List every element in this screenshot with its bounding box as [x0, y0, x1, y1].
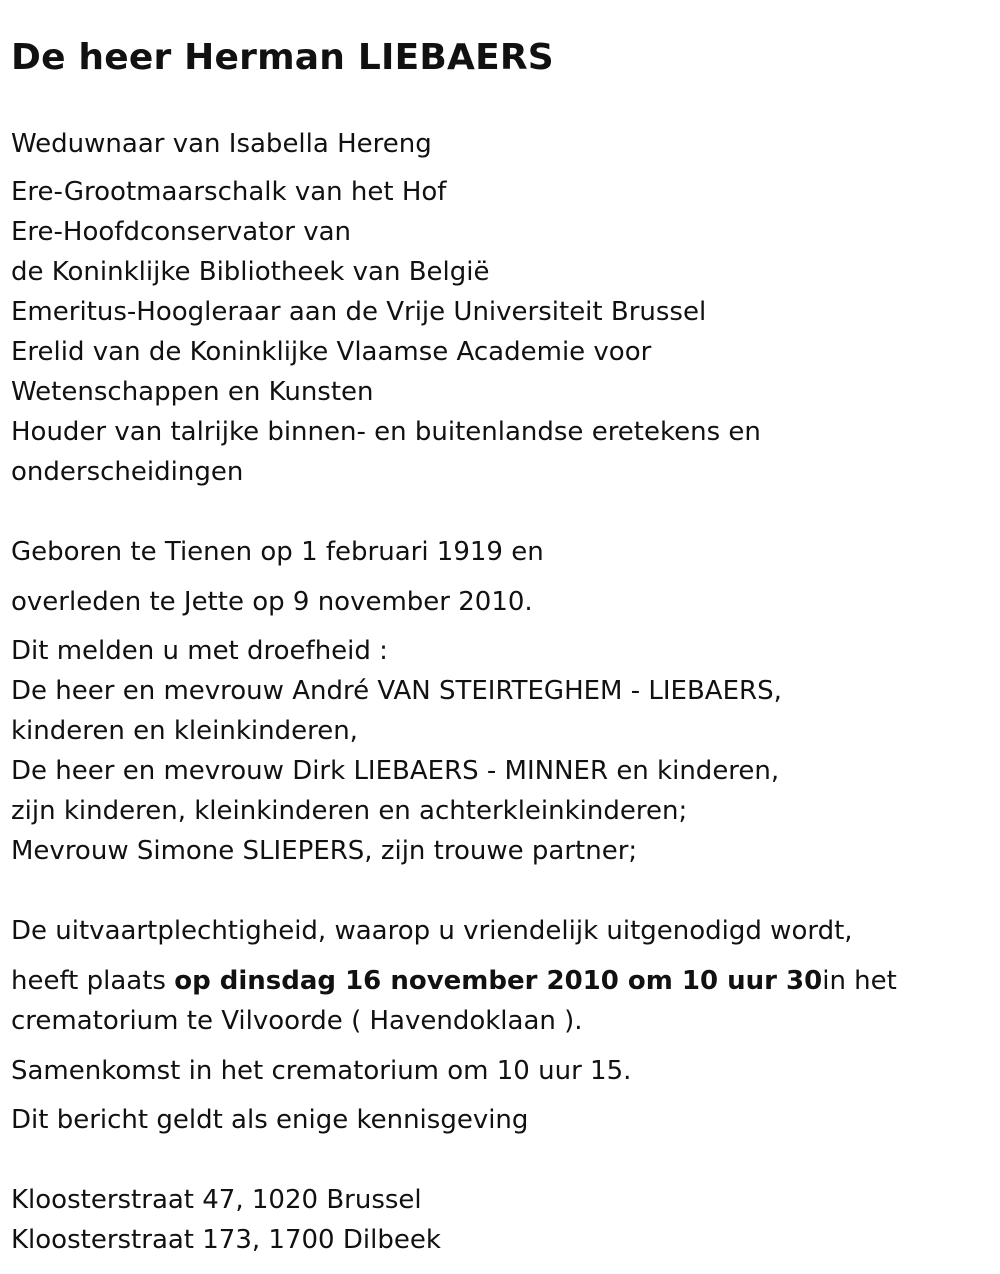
- deceased-name-title: De heer Herman LIEBAERS: [11, 37, 554, 78]
- family-line: De heer en mevrouw André VAN STEIRTEGHEM - LIEBAERS,: [11, 676, 782, 706]
- honor-line: Wetenschappen en Kunsten: [11, 377, 374, 407]
- honor-line: Ere-Grootmaarschalk van het Hof: [11, 177, 447, 207]
- honor-line: Emeritus-Hoogleraar aan de Vrije Universiteit Brussel: [11, 297, 707, 327]
- honor-line: Erelid van de Koninklijke Vlaamse Academie voor: [11, 337, 652, 367]
- notice-line: Dit bericht geldt als enige kennisgeving: [11, 1105, 529, 1135]
- honor-line: Houder van talrijke binnen- en buitenlandse eretekens en: [11, 417, 761, 447]
- announcement-line: Dit melden u met droefheid :: [11, 636, 388, 666]
- honor-line: de Koninklijke Bibliotheek van België: [11, 257, 490, 287]
- gathering-line: Samenkomst in het crematorium om 10 uur 15.: [11, 1056, 632, 1086]
- address-line: Kloosterstraat 173, 1700 Dilbeek: [11, 1225, 441, 1255]
- funeral-schedule-line: [11, 965, 897, 997]
- funeral-location-line: crematorium te Vilvoorde ( Havendoklaan ).: [11, 1006, 583, 1036]
- funeral-datetime: op dinsdag 16 november 2010 om 10 uur 30: [174, 966, 823, 996]
- funeral-invitation-line: De uitvaartplechtigheid, waarop u vriendelijk uitgenodigd wordt,: [11, 916, 853, 946]
- family-line: Mevrouw Simone SLIEPERS, zijn trouwe partner;: [11, 836, 638, 866]
- funeral-prefix: heeft plaats: [11, 966, 175, 996]
- honor-line: onderscheidingen: [11, 457, 244, 487]
- funeral-suffix: in het: [822, 966, 897, 996]
- family-line: kinderen en kleinkinderen,: [11, 716, 358, 746]
- family-line: zijn kinderen, kleinkinderen en achterkleinkinderen;: [11, 796, 688, 826]
- birth-line: Geboren te Tienen op 1 februari 1919 en: [11, 537, 544, 567]
- address-line: Kloosterstraat 47, 1020 Brussel: [11, 1185, 422, 1215]
- widower-line: Weduwnaar van Isabella Hereng: [11, 129, 432, 159]
- honor-line: Ere-Hoofdconservator van: [11, 217, 352, 247]
- family-line: De heer en mevrouw Dirk LIEBAERS - MINNER en kinderen,: [11, 756, 780, 786]
- death-line: overleden te Jette op 9 november 2010.: [11, 587, 533, 617]
